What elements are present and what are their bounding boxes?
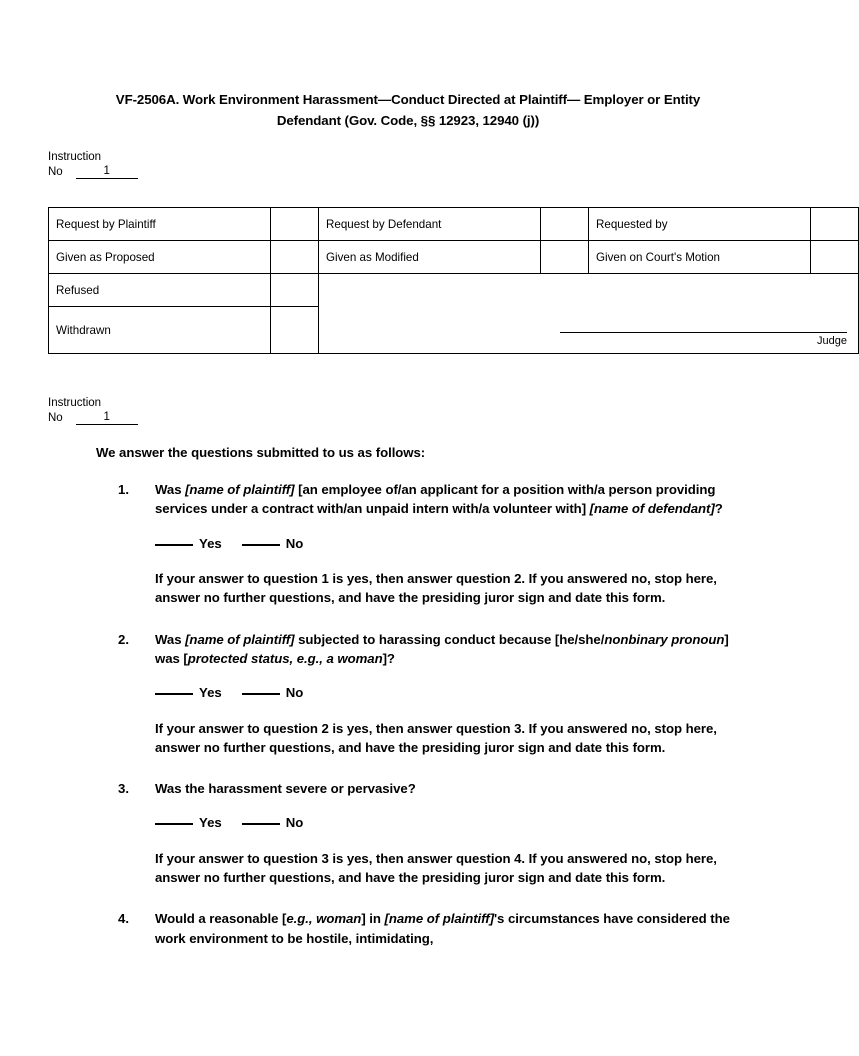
label-withdrawn: Withdrawn	[56, 323, 111, 337]
answer-blank-yes[interactable]	[155, 533, 193, 546]
question-text-segment: Was	[155, 631, 186, 647]
question-text-segment: Would a reasonable [	[155, 911, 287, 927]
question-number: 2.	[118, 631, 129, 647]
instruction-no-label-top: No	[48, 165, 63, 178]
placeholder-text: [name of plaintiff]	[185, 631, 295, 647]
checkbox-requested-by[interactable]	[811, 208, 859, 241]
cell-requested-by	[589, 208, 811, 241]
instruction-no-label-bottom: No	[48, 411, 63, 424]
question-body	[155, 480, 730, 630]
table-row	[49, 274, 859, 307]
checkbox-given-as-proposed[interactable]	[271, 241, 319, 274]
answer-line	[155, 533, 730, 553]
question-text-segment: 's circumstances have considered the work environment to be hostile, intimidating,	[155, 911, 730, 946]
question-text	[155, 909, 730, 948]
label-requested-by: Requested by	[596, 217, 668, 231]
checkbox-given-on-courts-motion[interactable]	[811, 241, 859, 274]
question-text	[155, 630, 730, 669]
answer-label-no: No	[285, 685, 304, 701]
question-text-segment: [an employee of/an applicant for a position with/a person providing services under a contract with/an unpaid intern with/a volunteer with]	[155, 482, 716, 517]
checkbox-given-as-modified[interactable]	[541, 241, 589, 274]
document-title	[108, 90, 708, 131]
question-text	[155, 779, 730, 798]
question-number: 3.	[118, 781, 129, 797]
answer-label-yes: Yes	[199, 535, 222, 551]
question-text-segment: Was the harassment severe or pervasive?	[155, 781, 416, 797]
question-body	[155, 779, 730, 909]
answer-line	[155, 682, 730, 702]
label-given-as-proposed: Given as Proposed	[56, 250, 155, 264]
judge-signature-area	[560, 331, 847, 347]
label-request-by-defendant: Request by Defendant	[326, 217, 442, 231]
answer-blank-yes[interactable]	[155, 682, 193, 695]
table-row	[49, 241, 859, 274]
question-number: 4.	[118, 911, 129, 927]
cell-given-on-courts-motion	[589, 241, 811, 274]
placeholder-text: [name of defendant]	[589, 501, 715, 517]
cell-request-by-defendant	[319, 208, 541, 241]
question-conditional-instruction: If your answer to question 2 is yes, then answer question 3. If you answered no, stop here, answer no further questions, and have the presiding juror sign and date this form.	[155, 720, 717, 755]
instruction-number-field-top[interactable]: 1	[76, 165, 138, 179]
verdict-question-list	[118, 480, 730, 948]
answer-blank-no[interactable]	[242, 812, 280, 825]
question-text	[155, 480, 730, 519]
instruction-number-block-top	[48, 150, 138, 179]
cell-request-by-plaintiff	[49, 208, 271, 241]
checkbox-request-by-defendant[interactable]	[541, 208, 589, 241]
question-conditional-instruction: If your answer to question 1 is yes, then answer question 2. If you answered no, stop here, answer no further questions, and have the presiding juror sign and date this form.	[155, 571, 717, 606]
answer-blank-yes[interactable]	[155, 812, 193, 825]
verdict-question	[118, 480, 730, 630]
placeholder-text: nonbinary pronoun	[604, 631, 725, 647]
label-given-on-courts-motion: Given on Court's Motion	[596, 250, 721, 264]
question-text-segment: ?	[714, 501, 723, 517]
placeholder-text: [name of plaintiff]	[185, 482, 295, 497]
title-line-1: VF-2506A. Work Environment Harassment—Conduct Directed at Plaintiff—	[115, 92, 581, 107]
instruction-label-top: Instruction	[48, 151, 102, 163]
instruction-number-block-bottom	[48, 396, 138, 425]
cell-given-as-modified	[319, 241, 541, 274]
title-line-2: Employer or Entity Defendant (Gov. Code, §§ 12923, 12940 (j))	[276, 92, 701, 128]
cell-withdrawn	[49, 307, 271, 354]
judge-signature-label: Judge	[817, 334, 847, 347]
label-request-by-plaintiff: Request by Plaintiff	[56, 217, 156, 231]
placeholder-text: protected status, e.g., a woman	[187, 650, 383, 666]
placeholder-text: e.g., woman	[286, 911, 362, 927]
question-number: 1.	[118, 482, 129, 497]
question-body	[155, 630, 730, 780]
question-text-segment: Was	[155, 482, 186, 497]
question-text-segment: subjected to harassing conduct because [he/she/	[294, 631, 605, 647]
verdict-heading: We answer the questions submitted to us as follows:	[96, 445, 426, 460]
question-text-segment: ]?	[382, 650, 395, 666]
question-text-segment: ] in	[361, 911, 385, 927]
answer-label-yes: Yes	[199, 815, 222, 831]
judge-signature-cell	[319, 274, 859, 354]
instruction-number-field-bottom[interactable]: 1	[76, 411, 138, 425]
answer-label-no: No	[285, 535, 304, 551]
label-given-as-modified: Given as Modified	[326, 250, 419, 264]
verdict-question	[118, 779, 730, 909]
checkbox-withdrawn[interactable]	[271, 307, 319, 354]
verdict-question	[118, 909, 730, 948]
table-row	[49, 208, 859, 241]
answer-label-no: No	[285, 815, 304, 831]
answer-blank-no[interactable]	[242, 682, 280, 695]
checkbox-refused[interactable]	[271, 274, 319, 307]
question-conditional-instruction: If your answer to question 3 is yes, then answer question 4. If you answered no, stop here, answer no further questions, and have the presiding juror sign and date this form.	[155, 850, 717, 886]
instruction-label-bottom: Instruction	[48, 397, 102, 409]
question-body	[155, 909, 730, 948]
verdict-question	[118, 630, 730, 780]
cell-given-as-proposed	[49, 241, 271, 274]
judicial-action-table	[48, 207, 859, 354]
question-text-segment: ] was [	[155, 631, 729, 666]
placeholder-text: [name of plaintiff]	[384, 911, 494, 927]
cell-refused	[49, 274, 271, 307]
answer-line	[155, 812, 730, 832]
answer-blank-no[interactable]	[242, 533, 280, 546]
answer-label-yes: Yes	[199, 685, 222, 701]
label-refused: Refused	[56, 283, 100, 297]
checkbox-request-by-plaintiff[interactable]	[271, 208, 319, 241]
